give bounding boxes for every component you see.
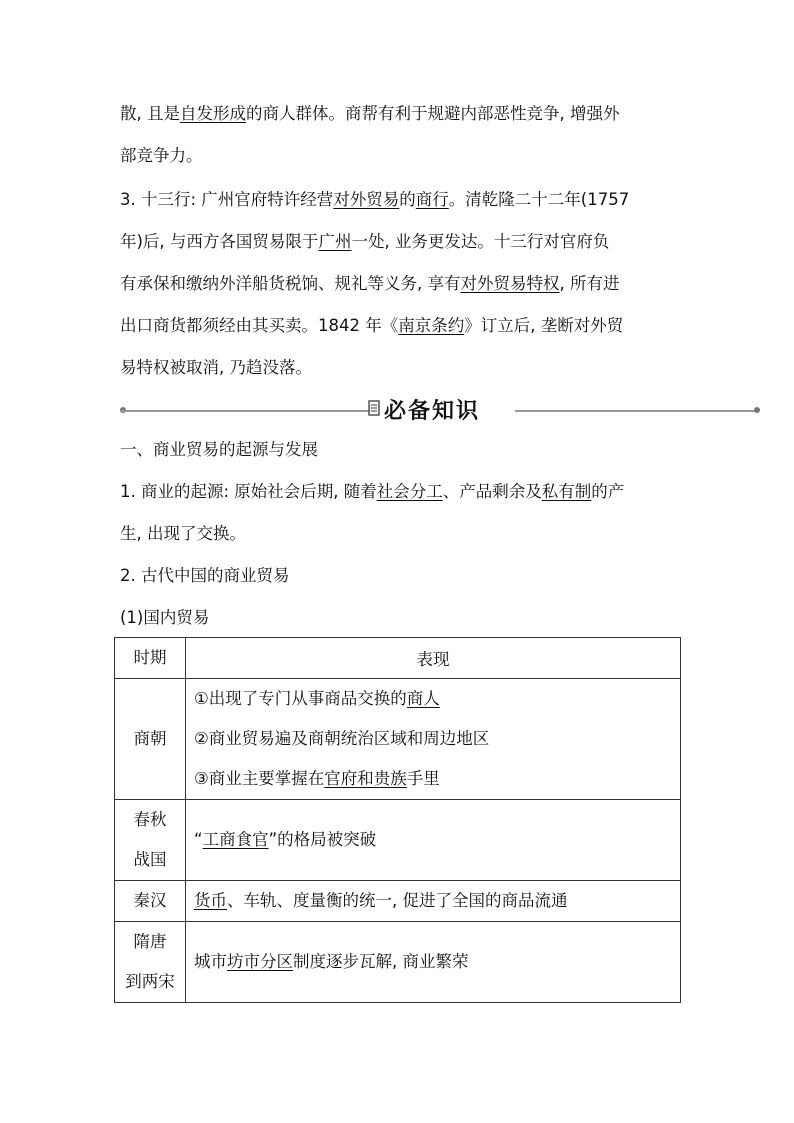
text: 有承保和缴纳外洋船货税饷、规礼等义务, 享有: [120, 274, 461, 293]
text: , 所有进: [559, 274, 620, 293]
underlined-term: 商行: [415, 190, 449, 209]
origin-line-2: 生, 出现了交换。: [120, 524, 246, 543]
text: 手里: [406, 769, 440, 788]
item3-line-1: [120, 192, 629, 209]
underlined-term: 官府和贵族: [324, 769, 407, 788]
text: “: [194, 830, 203, 849]
table-row: [115, 881, 681, 922]
period-line: 春秋: [133, 810, 167, 829]
divider-rule-left: [120, 410, 370, 412]
underlined-term: 工商食官: [202, 830, 269, 849]
underlined-term: 对外贸易: [333, 190, 400, 209]
text: 散, 且是: [120, 104, 180, 123]
period-cell: 秦汉: [115, 881, 186, 922]
period-line: 战国: [133, 850, 167, 869]
underlined-term: 社会分工: [376, 482, 443, 501]
underlined-term: 自发形成: [180, 104, 246, 123]
table-row: [115, 922, 681, 1003]
desc-line: [194, 942, 680, 982]
period-line: 隋唐: [133, 932, 167, 951]
text: 、车轨、度量衡的统一, 促进了全国的商品流通: [227, 891, 568, 910]
text: 的: [399, 190, 416, 209]
intro-line-2: 部竞争力。: [120, 146, 203, 165]
section-divider: [120, 394, 760, 424]
text: 城市: [194, 952, 227, 971]
item3-line-5: 易特权被取消, 乃趋没落。: [120, 358, 312, 377]
text: 》订立后, 垄断对外贸: [464, 316, 624, 335]
book-icon: [368, 400, 380, 416]
text: 出口商货都须经由其买卖。1842 年《: [120, 316, 399, 335]
section-title: 必备知识: [384, 399, 481, 424]
underlined-term: 南京条约: [398, 316, 465, 335]
header-desc: 表现: [186, 638, 681, 679]
desc-line: [194, 759, 680, 799]
desc-cell: [186, 800, 681, 881]
divider-dot: [754, 407, 760, 413]
desc-line: [194, 679, 680, 719]
underlined-term: 广州: [318, 232, 352, 251]
table-header-row: [115, 638, 681, 679]
origin-line-1: [120, 484, 624, 501]
text: ①出现了专门从事商品交换的: [194, 689, 407, 708]
divider-rule-right: [515, 410, 759, 412]
underlined-term: 商人: [406, 689, 440, 708]
desc-cell: [186, 679, 681, 800]
item3-line-3: [120, 276, 620, 293]
underlined-term: 货币: [194, 891, 227, 910]
text: ”的格局被突破: [268, 830, 377, 849]
text: 制度逐步瓦解, 商业繁荣: [293, 952, 469, 971]
desc-cell: [186, 881, 681, 922]
period-cell: 商朝: [115, 679, 186, 800]
period-cell: [115, 800, 186, 881]
text: 1. 商业的起源: 原始社会后期, 随着: [120, 482, 377, 501]
text: 3. 十三行: 广州官府特许经营: [120, 190, 334, 209]
table-row: [115, 800, 681, 881]
heading-1: 一、商业贸易的起源与发展: [120, 440, 318, 459]
heading-2: 2. 古代中国的商业贸易: [120, 566, 290, 585]
item3-line-4: [120, 318, 623, 335]
text: 的产: [591, 482, 625, 501]
domestic-trade-table: [114, 637, 681, 1003]
desc-line: [194, 881, 680, 921]
underlined-term: 私有制: [541, 482, 592, 501]
text: 的商人群体。商帮有利于规避内部恶性竞争, 增强外: [246, 104, 620, 123]
text: 、产品剩余及: [442, 482, 542, 501]
desc-cell: [186, 922, 681, 1003]
underlined-term: 坊市分区: [227, 952, 293, 971]
table-row: [115, 679, 681, 800]
desc-line: ②商业贸易遍及商朝统治区域和周边地区: [194, 729, 490, 748]
underlined-term: 对外贸易特权: [460, 274, 560, 293]
period-cell: [115, 922, 186, 1003]
text: 年)后, 与西方各国贸易限于: [120, 232, 319, 251]
text: 一处, 业务更发达。十三行对官府负: [351, 232, 610, 251]
header-period: 时期: [115, 638, 186, 679]
desc-line: [194, 820, 680, 860]
text: ③商业主要掌握在: [194, 769, 325, 788]
intro-line-1: [120, 106, 620, 123]
text: 。清乾隆二十二年(1757: [448, 190, 630, 209]
item3-line-2: [120, 234, 609, 251]
heading-3: (1)国内贸易: [120, 608, 210, 627]
period-line: 到两宋: [125, 972, 175, 991]
